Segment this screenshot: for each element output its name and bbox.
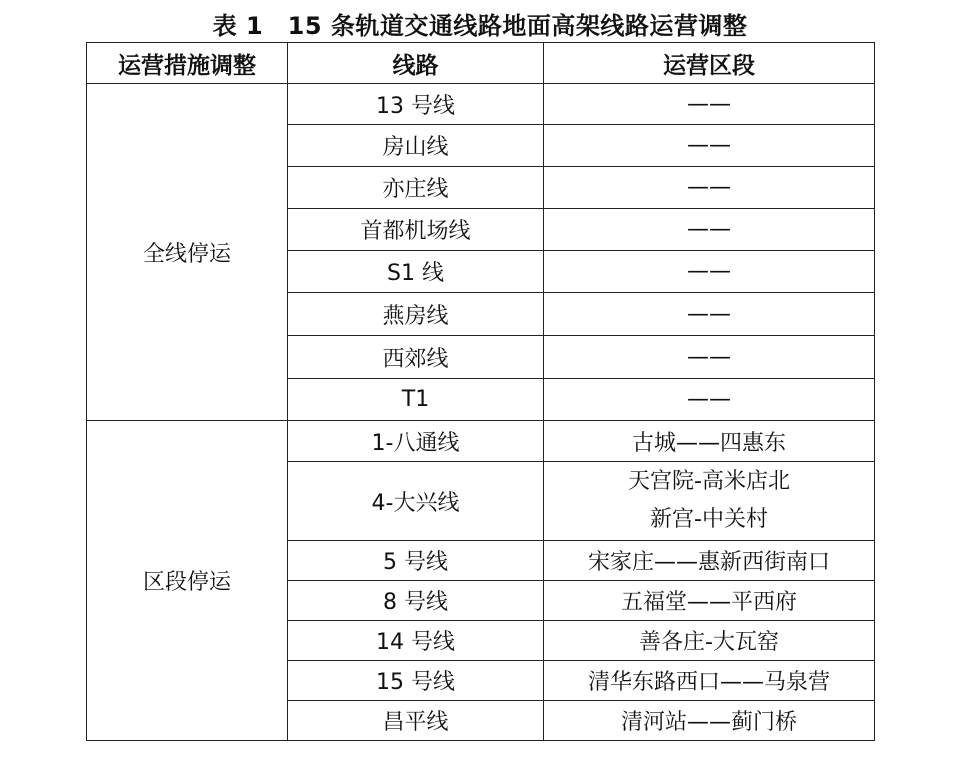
line-cell: T1 (288, 379, 544, 421)
section-cell: —— (544, 209, 875, 251)
line-cell: 5 号线 (288, 541, 544, 581)
table-caption: 表 1 15 条轨道交通线路地面高架线路运营调整 (212, 12, 748, 40)
line-cell: 8 号线 (288, 581, 544, 621)
line-cell: 昌平线 (288, 701, 544, 741)
measure-cell: 全线停运 (87, 84, 288, 421)
line-cell: 亦庄线 (288, 167, 544, 209)
section-cell: 清华东路西口——马泉营 (544, 661, 875, 701)
section-cell (544, 462, 875, 541)
line-cell: S1 线 (288, 251, 544, 293)
section-cell: 清河站——蓟门桥 (544, 701, 875, 741)
line-cell: 4-大兴线 (288, 462, 544, 541)
header-line: 线路 (288, 43, 544, 84)
line-cell: 房山线 (288, 125, 544, 167)
line-cell: 15 号线 (288, 661, 544, 701)
header-section: 运营区段 (544, 43, 875, 84)
header-measure: 运营措施调整 (87, 43, 288, 84)
section-cell: —— (544, 167, 875, 209)
section-cell: —— (544, 84, 875, 125)
line-cell: 西郊线 (288, 336, 544, 379)
table-row (87, 84, 875, 125)
line-cell: 13 号线 (288, 84, 544, 125)
section-line-1: 天宫院-高米店北 (628, 469, 790, 494)
line-cell: 14 号线 (288, 621, 544, 661)
operation-adjustment-table (86, 42, 875, 741)
section-cell: 五福堂——平西府 (544, 581, 875, 621)
section-cell: —— (544, 379, 875, 421)
line-cell: 燕房线 (288, 293, 544, 336)
section-cell: —— (544, 293, 875, 336)
section-line-2: 新宫-中关村 (650, 507, 768, 532)
measure-cell: 区段停运 (87, 421, 288, 741)
section-cell: —— (544, 125, 875, 167)
section-cell: 善各庄-大瓦窑 (544, 621, 875, 661)
line-cell: 1-八通线 (288, 421, 544, 462)
section-cell: 古城——四惠东 (544, 421, 875, 462)
section-cell: —— (544, 336, 875, 379)
section-cell: —— (544, 251, 875, 293)
section-cell: 宋家庄——惠新西街南口 (544, 541, 875, 581)
table-row (87, 421, 875, 462)
line-cell: 首都机场线 (288, 209, 544, 251)
header-row (87, 43, 875, 84)
